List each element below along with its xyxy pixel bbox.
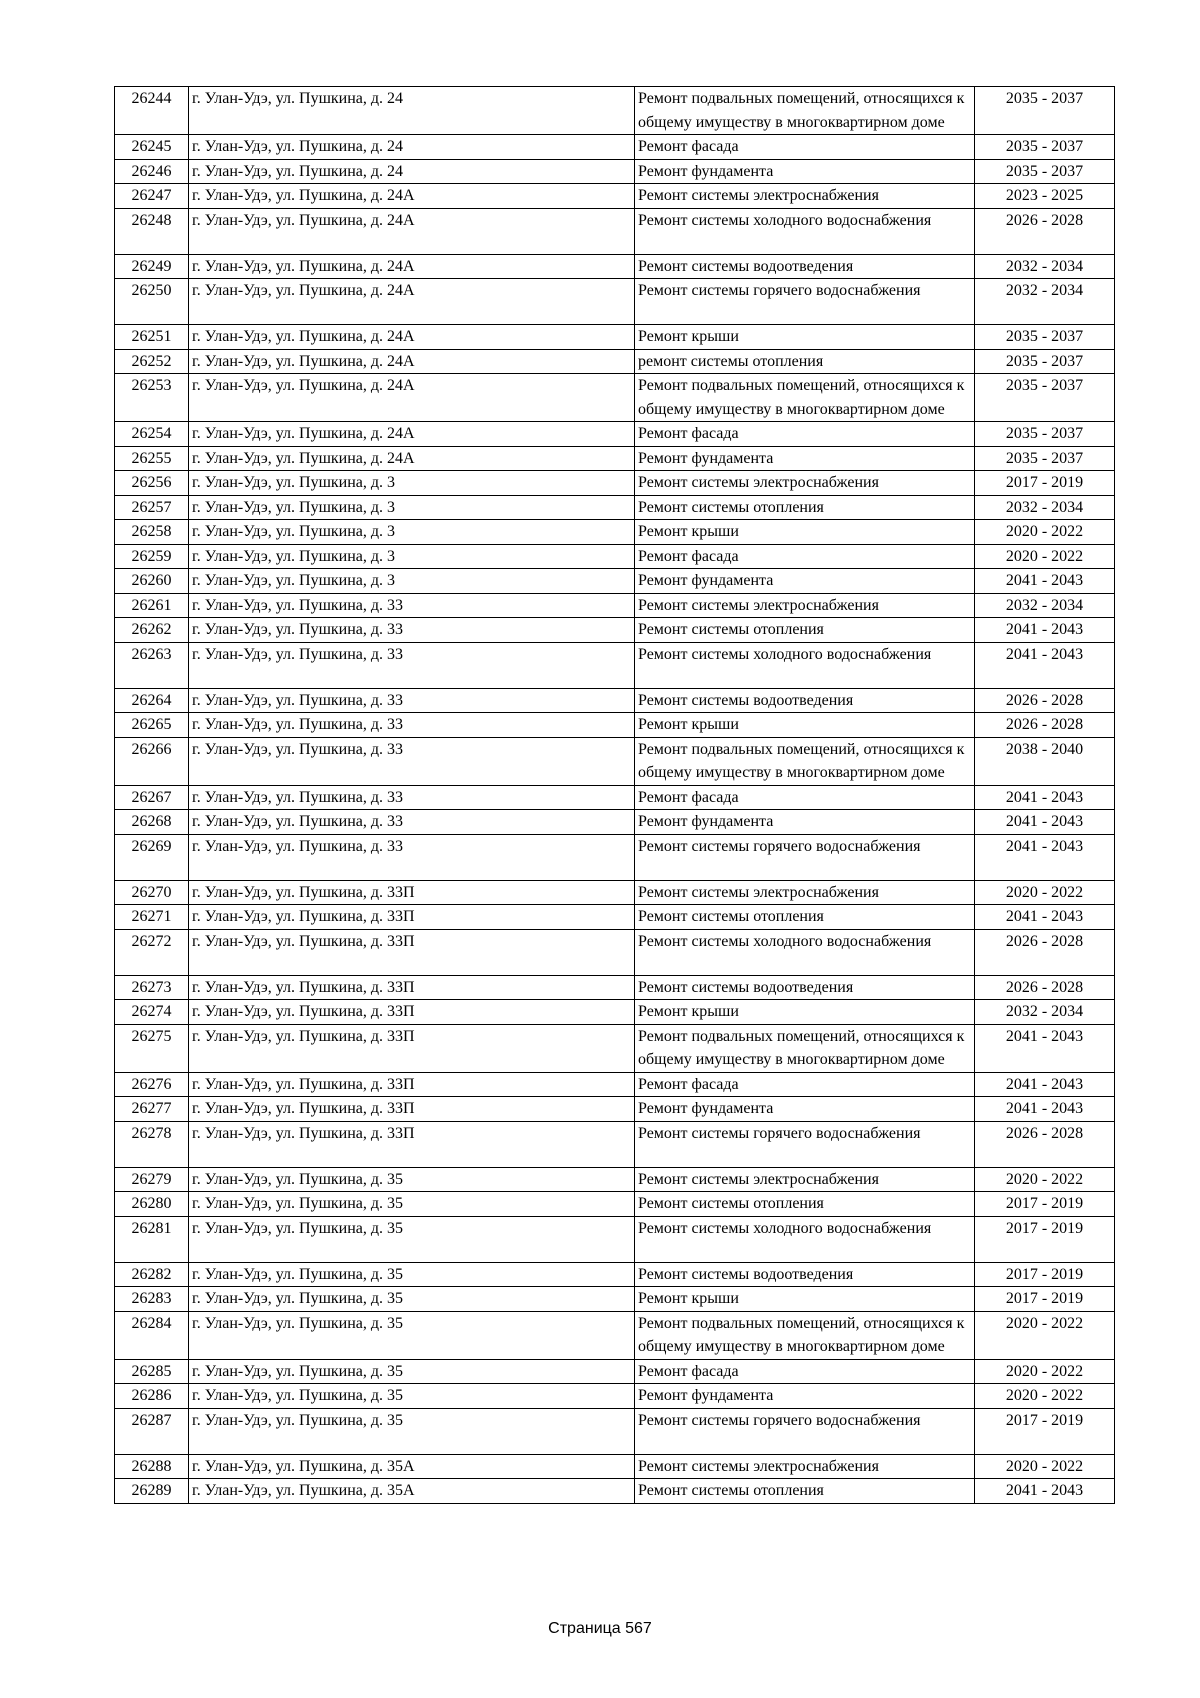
address-cell: г. Улан-Удэ, ул. Пушкина, д. 35 bbox=[189, 1311, 635, 1359]
table-row bbox=[115, 1072, 1115, 1097]
row-number-cell: 26254 bbox=[115, 422, 189, 447]
row-number-cell: 26273 bbox=[115, 975, 189, 1000]
address-cell: г. Улан-Удэ, ул. Пушкина, д. 35 bbox=[189, 1384, 635, 1409]
period-cell: 2041 - 2043 bbox=[975, 810, 1115, 835]
period-cell: 2041 - 2043 bbox=[975, 905, 1115, 930]
address-cell: г. Улан-Удэ, ул. Пушкина, д. 33 bbox=[189, 593, 635, 618]
row-number-cell: 26247 bbox=[115, 184, 189, 209]
table-row bbox=[115, 159, 1115, 184]
period-cell: 2035 - 2037 bbox=[975, 325, 1115, 350]
address-cell: г. Улан-Удэ, ул. Пушкина, д. 33П bbox=[189, 1072, 635, 1097]
work-type-cell: Ремонт системы водоотведения bbox=[635, 688, 975, 713]
period-cell: 2032 - 2034 bbox=[975, 593, 1115, 618]
work-type-cell: Ремонт системы электроснабжения bbox=[635, 1167, 975, 1192]
table-row bbox=[115, 569, 1115, 594]
row-number-cell: 26282 bbox=[115, 1262, 189, 1287]
address-cell: г. Улан-Удэ, ул. Пушкина, д. 33 bbox=[189, 642, 635, 688]
address-cell: г. Улан-Удэ, ул. Пушкина, д. 24А bbox=[189, 325, 635, 350]
row-number-cell: 26286 bbox=[115, 1384, 189, 1409]
work-type-cell: Ремонт системы отопления bbox=[635, 1192, 975, 1217]
address-cell: г. Улан-Удэ, ул. Пушкина, д. 24А bbox=[189, 208, 635, 254]
period-cell: 2017 - 2019 bbox=[975, 1216, 1115, 1262]
table-body bbox=[115, 87, 1115, 1504]
work-type-cell: Ремонт системы электроснабжения bbox=[635, 471, 975, 496]
work-type-cell: Ремонт фасада bbox=[635, 1359, 975, 1384]
row-number-cell: 26278 bbox=[115, 1121, 189, 1167]
address-cell: г. Улан-Удэ, ул. Пушкина, д. 33 bbox=[189, 713, 635, 738]
period-cell: 2032 - 2034 bbox=[975, 254, 1115, 279]
table-row bbox=[115, 1479, 1115, 1504]
period-cell: 2026 - 2028 bbox=[975, 929, 1115, 975]
work-type-cell: Ремонт системы холодного водоснабжения bbox=[635, 929, 975, 975]
work-type-cell: Ремонт системы электроснабжения bbox=[635, 880, 975, 905]
work-type-cell: Ремонт фундамента bbox=[635, 569, 975, 594]
address-cell: г. Улан-Удэ, ул. Пушкина, д. 24А bbox=[189, 254, 635, 279]
period-cell: 2020 - 2022 bbox=[975, 1454, 1115, 1479]
period-cell: 2032 - 2034 bbox=[975, 495, 1115, 520]
work-type-cell: Ремонт фундамента bbox=[635, 1384, 975, 1409]
address-cell: г. Улан-Удэ, ул. Пушкина, д. 3 bbox=[189, 569, 635, 594]
period-cell: 2041 - 2043 bbox=[975, 1024, 1115, 1072]
row-number-cell: 26283 bbox=[115, 1287, 189, 1312]
address-cell: г. Улан-Удэ, ул. Пушкина, д. 35 bbox=[189, 1192, 635, 1217]
address-cell: г. Улан-Удэ, ул. Пушкина, д. 35А bbox=[189, 1454, 635, 1479]
table-row bbox=[115, 422, 1115, 447]
period-cell: 2017 - 2019 bbox=[975, 1192, 1115, 1217]
row-number-cell: 26246 bbox=[115, 159, 189, 184]
period-cell: 2035 - 2037 bbox=[975, 349, 1115, 374]
row-number-cell: 26268 bbox=[115, 810, 189, 835]
period-cell: 2041 - 2043 bbox=[975, 785, 1115, 810]
address-cell: г. Улан-Удэ, ул. Пушкина, д. 33П bbox=[189, 1024, 635, 1072]
period-cell: 2032 - 2034 bbox=[975, 1000, 1115, 1025]
row-number-cell: 26275 bbox=[115, 1024, 189, 1072]
table-row bbox=[115, 1454, 1115, 1479]
work-type-cell: Ремонт фасада bbox=[635, 1072, 975, 1097]
table-row bbox=[115, 495, 1115, 520]
period-cell: 2026 - 2028 bbox=[975, 1121, 1115, 1167]
address-cell: г. Улан-Удэ, ул. Пушкина, д. 35А bbox=[189, 1479, 635, 1504]
period-cell: 2020 - 2022 bbox=[975, 1167, 1115, 1192]
row-number-cell: 26259 bbox=[115, 544, 189, 569]
row-number-cell: 26251 bbox=[115, 325, 189, 350]
work-type-cell: Ремонт системы горячего водоснабжения bbox=[635, 1408, 975, 1454]
period-cell: 2026 - 2028 bbox=[975, 208, 1115, 254]
table-row bbox=[115, 618, 1115, 643]
address-cell: г. Улан-Удэ, ул. Пушкина, д. 33П bbox=[189, 975, 635, 1000]
address-cell: г. Улан-Удэ, ул. Пушкина, д. 33 bbox=[189, 785, 635, 810]
table-row bbox=[115, 1192, 1115, 1217]
work-type-cell: Ремонт системы отопления bbox=[635, 1479, 975, 1504]
address-cell: г. Улан-Удэ, ул. Пушкина, д. 35 bbox=[189, 1167, 635, 1192]
period-cell: 2020 - 2022 bbox=[975, 880, 1115, 905]
table-row bbox=[115, 1121, 1115, 1167]
address-cell: г. Улан-Удэ, ул. Пушкина, д. 3 bbox=[189, 471, 635, 496]
row-number-cell: 26270 bbox=[115, 880, 189, 905]
row-number-cell: 26253 bbox=[115, 374, 189, 422]
table-row bbox=[115, 87, 1115, 135]
table-row bbox=[115, 208, 1115, 254]
row-number-cell: 26287 bbox=[115, 1408, 189, 1454]
row-number-cell: 26269 bbox=[115, 834, 189, 880]
table-row bbox=[115, 544, 1115, 569]
work-type-cell: Ремонт крыши bbox=[635, 1287, 975, 1312]
table-row bbox=[115, 929, 1115, 975]
address-cell: г. Улан-Удэ, ул. Пушкина, д. 33 bbox=[189, 810, 635, 835]
address-cell: г. Улан-Удэ, ул. Пушкина, д. 24А bbox=[189, 279, 635, 325]
period-cell: 2041 - 2043 bbox=[975, 1072, 1115, 1097]
period-cell: 2017 - 2019 bbox=[975, 471, 1115, 496]
table-row bbox=[115, 446, 1115, 471]
work-type-cell: Ремонт системы водоотведения bbox=[635, 254, 975, 279]
work-type-cell: Ремонт системы горячего водоснабжения bbox=[635, 1121, 975, 1167]
address-cell: г. Улан-Удэ, ул. Пушкина, д. 35 bbox=[189, 1262, 635, 1287]
row-number-cell: 26256 bbox=[115, 471, 189, 496]
row-number-cell: 26284 bbox=[115, 1311, 189, 1359]
table-row bbox=[115, 1262, 1115, 1287]
row-number-cell: 26261 bbox=[115, 593, 189, 618]
address-cell: г. Улан-Удэ, ул. Пушкина, д. 35 bbox=[189, 1287, 635, 1312]
table-row bbox=[115, 593, 1115, 618]
row-number-cell: 26279 bbox=[115, 1167, 189, 1192]
work-type-cell: Ремонт системы горячего водоснабжения bbox=[635, 834, 975, 880]
row-number-cell: 26267 bbox=[115, 785, 189, 810]
work-type-cell: Ремонт подвальных помещений, относящихся к общему имуществу в многоквартирном доме bbox=[635, 1311, 975, 1359]
work-type-cell: Ремонт системы горячего водоснабжения bbox=[635, 279, 975, 325]
period-cell: 2020 - 2022 bbox=[975, 1359, 1115, 1384]
row-number-cell: 26250 bbox=[115, 279, 189, 325]
row-number-cell: 26262 bbox=[115, 618, 189, 643]
table-row bbox=[115, 1287, 1115, 1312]
table-row bbox=[115, 1024, 1115, 1072]
row-number-cell: 26258 bbox=[115, 520, 189, 545]
address-cell: г. Улан-Удэ, ул. Пушкина, д. 24А bbox=[189, 184, 635, 209]
row-number-cell: 26244 bbox=[115, 87, 189, 135]
address-cell: г. Улан-Удэ, ул. Пушкина, д. 24А bbox=[189, 422, 635, 447]
row-number-cell: 26274 bbox=[115, 1000, 189, 1025]
table-row bbox=[115, 325, 1115, 350]
row-number-cell: 26255 bbox=[115, 446, 189, 471]
table-row bbox=[115, 1359, 1115, 1384]
table-row bbox=[115, 184, 1115, 209]
table-row bbox=[115, 642, 1115, 688]
table-row bbox=[115, 880, 1115, 905]
address-cell: г. Улан-Удэ, ул. Пушкина, д. 35 bbox=[189, 1359, 635, 1384]
table-row bbox=[115, 1311, 1115, 1359]
row-number-cell: 26249 bbox=[115, 254, 189, 279]
period-cell: 2020 - 2022 bbox=[975, 520, 1115, 545]
row-number-cell: 26264 bbox=[115, 688, 189, 713]
row-number-cell: 26252 bbox=[115, 349, 189, 374]
table-row bbox=[115, 975, 1115, 1000]
period-cell: 2020 - 2022 bbox=[975, 544, 1115, 569]
address-cell: г. Улан-Удэ, ул. Пушкина, д. 33 bbox=[189, 688, 635, 713]
work-type-cell: Ремонт фасада bbox=[635, 422, 975, 447]
address-cell: г. Улан-Удэ, ул. Пушкина, д. 3 bbox=[189, 520, 635, 545]
work-type-cell: Ремонт системы водоотведения bbox=[635, 975, 975, 1000]
work-type-cell: Ремонт системы водоотведения bbox=[635, 1262, 975, 1287]
work-type-cell: Ремонт фасада bbox=[635, 135, 975, 160]
work-type-cell: Ремонт подвальных помещений, относящихся к общему имуществу в многоквартирном доме bbox=[635, 1024, 975, 1072]
table-row bbox=[115, 1097, 1115, 1122]
address-cell: г. Улан-Удэ, ул. Пушкина, д. 35 bbox=[189, 1408, 635, 1454]
table-row bbox=[115, 1000, 1115, 1025]
address-cell: г. Улан-Удэ, ул. Пушкина, д. 24 bbox=[189, 87, 635, 135]
table-row bbox=[115, 349, 1115, 374]
table-row bbox=[115, 1167, 1115, 1192]
row-number-cell: 26263 bbox=[115, 642, 189, 688]
period-cell: 2038 - 2040 bbox=[975, 737, 1115, 785]
period-cell: 2026 - 2028 bbox=[975, 975, 1115, 1000]
work-type-cell: Ремонт фасада bbox=[635, 544, 975, 569]
address-cell: г. Улан-Удэ, ул. Пушкина, д. 33П bbox=[189, 1097, 635, 1122]
work-type-cell: Ремонт системы электроснабжения bbox=[635, 1454, 975, 1479]
table-row bbox=[115, 254, 1115, 279]
work-type-cell: Ремонт подвальных помещений, относящихся к общему имуществу в многоквартирном доме bbox=[635, 87, 975, 135]
row-number-cell: 26272 bbox=[115, 929, 189, 975]
row-number-cell: 26260 bbox=[115, 569, 189, 594]
period-cell: 2041 - 2043 bbox=[975, 834, 1115, 880]
address-cell: г. Улан-Удэ, ул. Пушкина, д. 24 bbox=[189, 135, 635, 160]
period-cell: 2023 - 2025 bbox=[975, 184, 1115, 209]
work-type-cell: Ремонт фундамента bbox=[635, 1097, 975, 1122]
period-cell: 2020 - 2022 bbox=[975, 1384, 1115, 1409]
address-cell: г. Улан-Удэ, ул. Пушкина, д. 24А bbox=[189, 374, 635, 422]
row-number-cell: 26266 bbox=[115, 737, 189, 785]
period-cell: 2041 - 2043 bbox=[975, 642, 1115, 688]
work-type-cell: Ремонт системы холодного водоснабжения bbox=[635, 642, 975, 688]
period-cell: 2017 - 2019 bbox=[975, 1408, 1115, 1454]
work-type-cell: Ремонт подвальных помещений, относящихся к общему имуществу в многоквартирном доме bbox=[635, 737, 975, 785]
row-number-cell: 26277 bbox=[115, 1097, 189, 1122]
table-row bbox=[115, 1384, 1115, 1409]
period-cell: 2032 - 2034 bbox=[975, 279, 1115, 325]
address-cell: г. Улан-Удэ, ул. Пушкина, д. 24А bbox=[189, 349, 635, 374]
work-type-cell: Ремонт крыши bbox=[635, 520, 975, 545]
address-cell: г. Улан-Удэ, ул. Пушкина, д. 3 bbox=[189, 495, 635, 520]
address-cell: г. Улан-Удэ, ул. Пушкина, д. 33 bbox=[189, 618, 635, 643]
address-cell: г. Улан-Удэ, ул. Пушкина, д. 33П bbox=[189, 880, 635, 905]
period-cell: 2041 - 2043 bbox=[975, 618, 1115, 643]
work-type-cell: Ремонт системы отопления bbox=[635, 905, 975, 930]
table-row bbox=[115, 1216, 1115, 1262]
address-cell: г. Улан-Удэ, ул. Пушкина, д. 35 bbox=[189, 1216, 635, 1262]
period-cell: 2035 - 2037 bbox=[975, 446, 1115, 471]
work-type-cell: Ремонт системы электроснабжения bbox=[635, 593, 975, 618]
work-type-cell: Ремонт фасада bbox=[635, 785, 975, 810]
work-type-cell: Ремонт системы отопления bbox=[635, 618, 975, 643]
address-cell: г. Улан-Удэ, ул. Пушкина, д. 24 bbox=[189, 159, 635, 184]
period-cell: 2017 - 2019 bbox=[975, 1262, 1115, 1287]
period-cell: 2026 - 2028 bbox=[975, 688, 1115, 713]
table-row bbox=[115, 1408, 1115, 1454]
address-cell: г. Улан-Удэ, ул. Пушкина, д. 33П bbox=[189, 1000, 635, 1025]
repair-schedule-table bbox=[114, 86, 1115, 1504]
row-number-cell: 26289 bbox=[115, 1479, 189, 1504]
row-number-cell: 26276 bbox=[115, 1072, 189, 1097]
table-row bbox=[115, 520, 1115, 545]
table-row bbox=[115, 713, 1115, 738]
work-type-cell: Ремонт системы холодного водоснабжения bbox=[635, 1216, 975, 1262]
work-type-cell: Ремонт крыши bbox=[635, 1000, 975, 1025]
period-cell: 2020 - 2022 bbox=[975, 1311, 1115, 1359]
row-number-cell: 26285 bbox=[115, 1359, 189, 1384]
work-type-cell: Ремонт фундамента bbox=[635, 446, 975, 471]
address-cell: г. Улан-Удэ, ул. Пушкина, д. 3 bbox=[189, 544, 635, 569]
table-row bbox=[115, 688, 1115, 713]
work-type-cell: Ремонт системы холодного водоснабжения bbox=[635, 208, 975, 254]
row-number-cell: 26271 bbox=[115, 905, 189, 930]
address-cell: г. Улан-Удэ, ул. Пушкина, д. 33 bbox=[189, 834, 635, 880]
table-row bbox=[115, 135, 1115, 160]
work-type-cell: ремонт системы отопления bbox=[635, 349, 975, 374]
table-row bbox=[115, 279, 1115, 325]
table-row bbox=[115, 471, 1115, 496]
address-cell: г. Улан-Удэ, ул. Пушкина, д. 33П bbox=[189, 905, 635, 930]
period-cell: 2035 - 2037 bbox=[975, 374, 1115, 422]
work-type-cell: Ремонт системы отопления bbox=[635, 495, 975, 520]
page-number: Страница 567 bbox=[548, 1620, 652, 1637]
period-cell: 2035 - 2037 bbox=[975, 422, 1115, 447]
row-number-cell: 26248 bbox=[115, 208, 189, 254]
period-cell: 2041 - 2043 bbox=[975, 1097, 1115, 1122]
row-number-cell: 26288 bbox=[115, 1454, 189, 1479]
address-cell: г. Улан-Удэ, ул. Пушкина, д. 33П bbox=[189, 929, 635, 975]
address-cell: г. Улан-Удэ, ул. Пушкина, д. 33 bbox=[189, 737, 635, 785]
row-number-cell: 26280 bbox=[115, 1192, 189, 1217]
table-row bbox=[115, 374, 1115, 422]
period-cell: 2035 - 2037 bbox=[975, 135, 1115, 160]
period-cell: 2035 - 2037 bbox=[975, 159, 1115, 184]
work-type-cell: Ремонт крыши bbox=[635, 325, 975, 350]
row-number-cell: 26257 bbox=[115, 495, 189, 520]
period-cell: 2026 - 2028 bbox=[975, 713, 1115, 738]
period-cell: 2041 - 2043 bbox=[975, 1479, 1115, 1504]
work-type-cell: Ремонт фундамента bbox=[635, 810, 975, 835]
period-cell: 2041 - 2043 bbox=[975, 569, 1115, 594]
address-cell: г. Улан-Удэ, ул. Пушкина, д. 33П bbox=[189, 1121, 635, 1167]
row-number-cell: 26245 bbox=[115, 135, 189, 160]
table-row bbox=[115, 785, 1115, 810]
period-cell: 2017 - 2019 bbox=[975, 1287, 1115, 1312]
work-type-cell: Ремонт фундамента bbox=[635, 159, 975, 184]
table-row bbox=[115, 810, 1115, 835]
table-row bbox=[115, 834, 1115, 880]
row-number-cell: 26281 bbox=[115, 1216, 189, 1262]
table-row bbox=[115, 905, 1115, 930]
work-type-cell: Ремонт системы электроснабжения bbox=[635, 184, 975, 209]
address-cell: г. Улан-Удэ, ул. Пушкина, д. 24А bbox=[189, 446, 635, 471]
table-row bbox=[115, 737, 1115, 785]
period-cell: 2035 - 2037 bbox=[975, 87, 1115, 135]
work-type-cell: Ремонт крыши bbox=[635, 713, 975, 738]
row-number-cell: 26265 bbox=[115, 713, 189, 738]
work-type-cell: Ремонт подвальных помещений, относящихся к общему имуществу в многоквартирном доме bbox=[635, 374, 975, 422]
